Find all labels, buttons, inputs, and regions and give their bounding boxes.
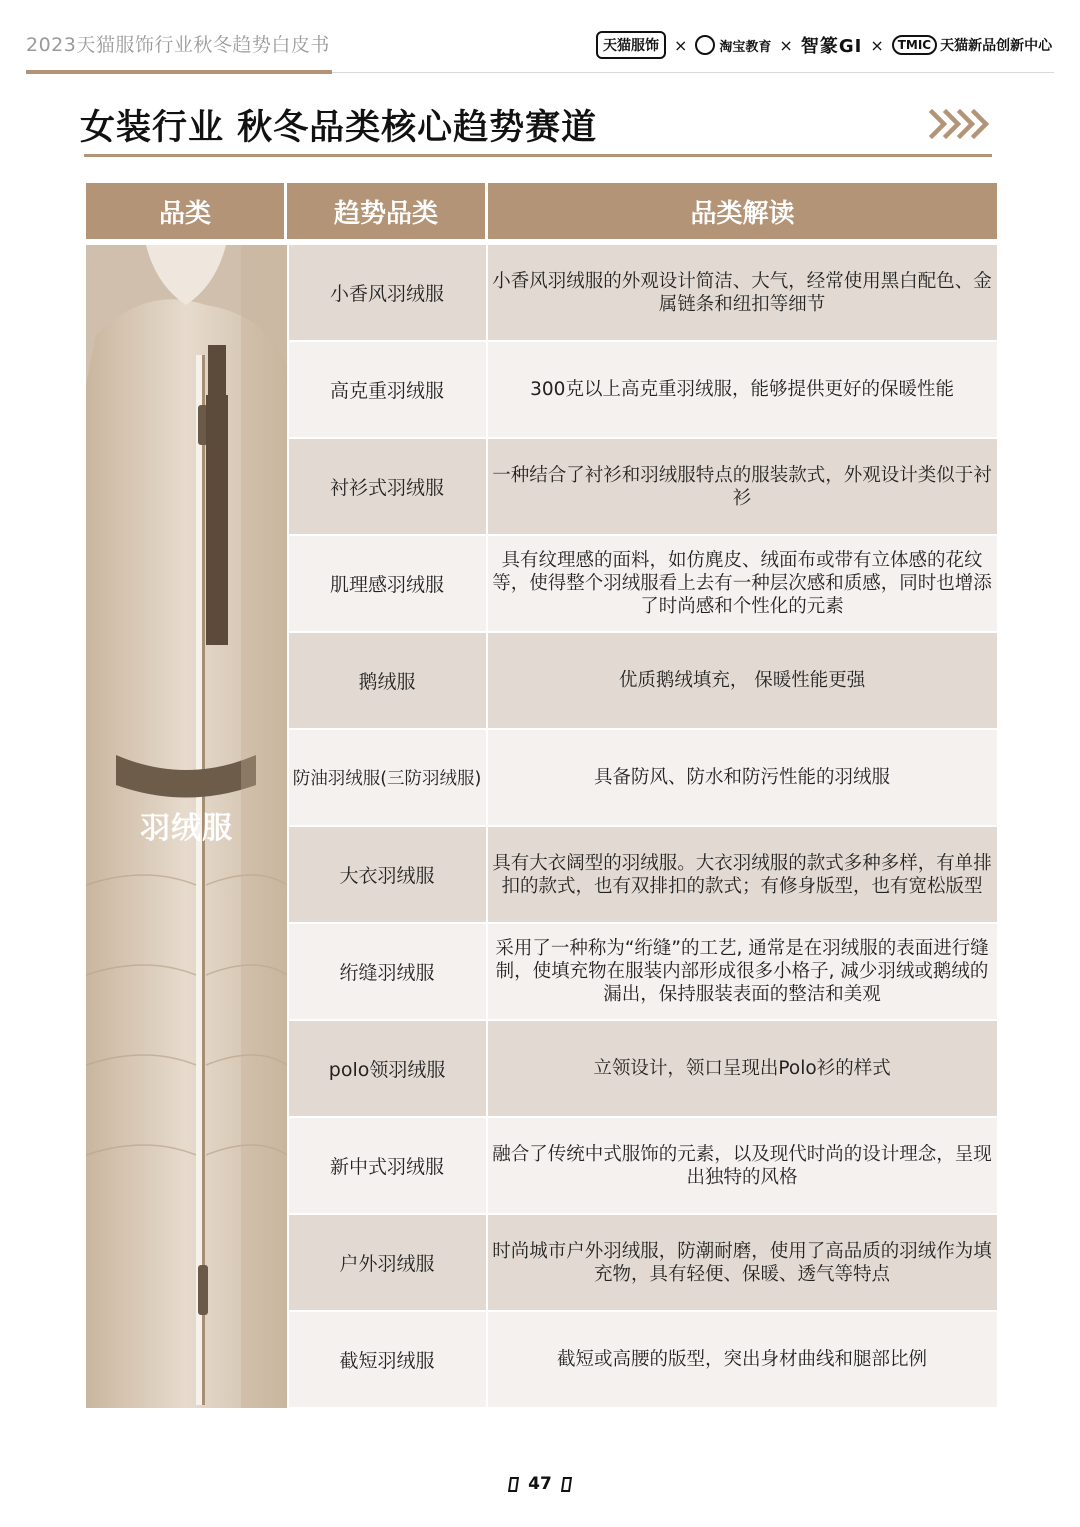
category-label: 羽绒服 xyxy=(140,811,233,846)
document-title: 2023天猫服饰行业秋冬趋势白皮书 xyxy=(26,34,330,56)
table-row xyxy=(289,1118,997,1215)
title-underline xyxy=(26,70,332,74)
tmic-logo-text: 天猫新品创新中心 xyxy=(940,38,1053,54)
trend-name: 截短羽绒服 xyxy=(289,1312,488,1409)
trend-name: 高克重羽绒服 xyxy=(289,342,488,439)
table-row xyxy=(289,1215,997,1312)
trend-name: 户外羽绒服 xyxy=(289,1215,488,1312)
page-right-bracket-icon xyxy=(561,1477,572,1492)
tmall-fashion-logo xyxy=(596,31,666,59)
category-cell xyxy=(86,245,287,1408)
taobao-education-logo-text: 淘宝教育 xyxy=(719,39,772,55)
trend-description: 采用了一种称为“绗缝”的工艺, 通常是在羽绒服的表面进行缝制，使填充物在服装内部形成很多小格子, 减少羽绒或鹅绒的漏出，保持服装表面的整洁和美观 xyxy=(488,924,997,1021)
trend-description: 具有大衣阔型的羽绒服。大衣羽绒服的款式多种多样，有单排扣的款式，也有双排扣的款式；有修身版型，也有宽松版型 xyxy=(488,827,997,924)
trend-description: 具备防风、防水和防污性能的羽绒服 xyxy=(488,730,997,827)
trend-name: 小香风羽绒服 xyxy=(289,245,488,342)
logo-separator: × xyxy=(779,35,793,55)
header-divider xyxy=(332,72,1054,73)
logo-separator: × xyxy=(870,35,884,55)
table-row xyxy=(289,730,997,827)
trend-description: 立领设计，领口呈现出Polo衫的样式 xyxy=(488,1021,997,1118)
trend-description: 时尚城市户外羽绒服，防潮耐磨，使用了高品质的羽绒作为填充物，具有轻便、保暖、透气等特点 xyxy=(488,1215,997,1312)
taobao-circle-icon xyxy=(695,35,715,55)
chevrons-icon xyxy=(928,104,992,144)
tmic-badge: TMIC xyxy=(892,35,937,55)
trend-description: 融合了传统中式服饰的元素，以及现代时尚的设计理念，呈现出独特的风格 xyxy=(488,1118,997,1215)
trend-table xyxy=(86,183,997,1409)
trend-rows xyxy=(289,245,997,1409)
table-header xyxy=(86,183,997,239)
tmall-fashion-logo-text: 天猫服饰 xyxy=(596,31,666,59)
partner-logos xyxy=(596,28,1052,62)
table-row xyxy=(289,827,997,924)
trend-name: 绗缝羽绒服 xyxy=(289,924,488,1021)
table-row xyxy=(289,1312,997,1409)
table-row xyxy=(289,439,997,536)
trend-description: 具有纹理感的面料，如仿麂皮、绒面布或带有立体感的花纹等，使得整个羽绒服看上去有一种层次感和质感，同时也增添了时尚感和个性化的元素 xyxy=(488,536,997,633)
table-row xyxy=(289,633,997,730)
page-number: 47 xyxy=(528,1474,552,1494)
zhizhuan-gi-logo xyxy=(801,32,862,58)
trend-name: 大衣羽绒服 xyxy=(289,827,488,924)
tmic-logo xyxy=(892,35,1052,55)
trend-name: 防油羽绒服(三防羽绒服) xyxy=(289,730,488,827)
trend-name: 新中式羽绒服 xyxy=(289,1118,488,1215)
trend-description: 截短或高腰的版型，突出身材曲线和腿部比例 xyxy=(488,1312,997,1409)
trend-description: 一种结合了衬衫和羽绒服特点的服装款式，外观设计类似于衬衫 xyxy=(488,439,997,536)
table-row xyxy=(289,342,997,439)
table-row xyxy=(289,245,997,342)
table-row xyxy=(289,924,997,1021)
trend-name: 鹅绒服 xyxy=(289,633,488,730)
page-footer xyxy=(0,1474,1080,1494)
header-interpretation: 品类解读 xyxy=(488,183,997,239)
logo-separator: × xyxy=(674,35,688,55)
taobao-education-logo xyxy=(695,35,771,55)
header-category: 品类 xyxy=(86,183,287,239)
trend-description: 300克以上高克重羽绒服，能够提供更好的保暖性能 xyxy=(488,342,997,439)
section-divider xyxy=(84,154,992,157)
header-trend-category: 趋势品类 xyxy=(287,183,488,239)
table-row xyxy=(289,536,997,633)
trend-name: polo领羽绒服 xyxy=(289,1021,488,1118)
zhizhuan-gi-logo-text: 智篆GI xyxy=(800,36,863,57)
table-row xyxy=(289,1021,997,1118)
section-title: 女装行业 秋冬品类核心趋势赛道 xyxy=(80,108,598,148)
page-left-bracket-icon xyxy=(508,1477,519,1492)
document-header xyxy=(0,0,1080,76)
trend-description: 小香风羽绒服的外观设计简洁、大气，经常使用黑白配色、金属链条和纽扣等细节 xyxy=(488,245,997,342)
trend-name: 衬衫式羽绒服 xyxy=(289,439,488,536)
trend-description: 优质鹅绒填充， 保暖性能更强 xyxy=(488,633,997,730)
table-body xyxy=(86,245,997,1409)
trend-name: 肌理感羽绒服 xyxy=(289,536,488,633)
